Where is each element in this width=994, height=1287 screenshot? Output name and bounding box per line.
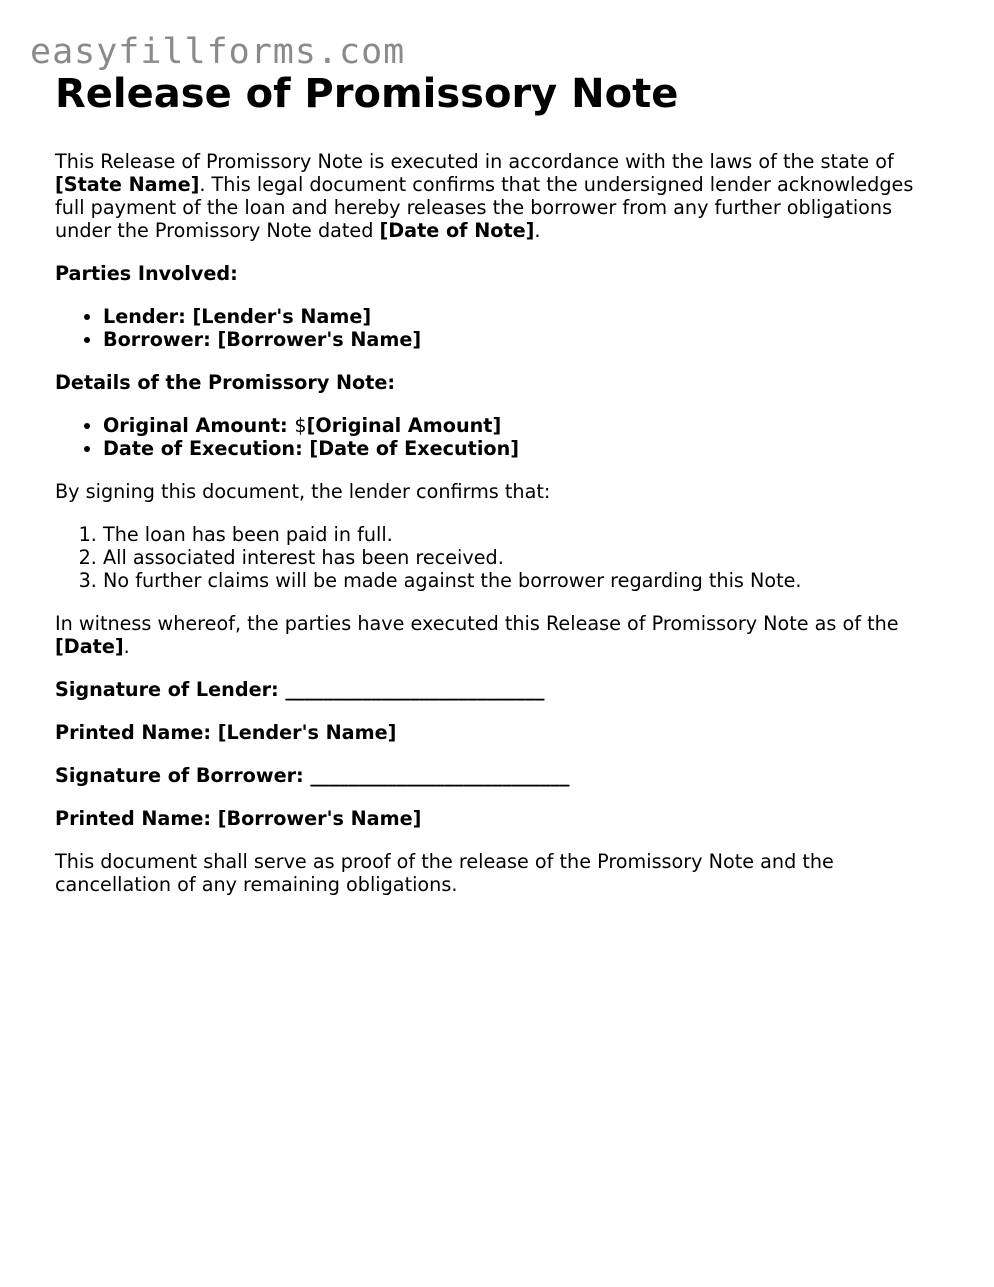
- list-item: 3. No further claims will be made against the borrower regarding this Note.: [103, 569, 940, 592]
- document-title: Release of Promissory Note: [55, 71, 679, 117]
- intro-text-3: .: [534, 219, 541, 242]
- date-placeholder: [Date]: [55, 635, 124, 658]
- list-item: • Date of Execution: [Date of Execution]: [103, 437, 940, 460]
- watermark-text: easyfillforms.com: [30, 32, 406, 72]
- details-list: [55, 414, 940, 460]
- document-page: [55, 70, 940, 916]
- intro-text-2: . This legal document confirms that the undersigned lender acknowledges full payment of the loan and hereby releases the borrower from any further obligations under the Promissory Note dated: [55, 173, 914, 242]
- lender-printed-name: Printed Name: [Lender's Name]: [55, 721, 397, 744]
- parties-heading: Parties Involved:: [55, 262, 238, 285]
- details-heading: Details of the Promissory Note:: [55, 371, 396, 394]
- intro-paragraph: [55, 150, 940, 242]
- borrower-signature-line: Signature of Borrower: ___________________________: [55, 764, 570, 787]
- list-item: • Borrower: [Borrower's Name]: [103, 328, 940, 351]
- parties-list: [55, 305, 940, 351]
- lender-signature-line: Signature of Lender: ___________________________: [55, 678, 545, 701]
- list-item: • Lender: [Lender's Name]: [103, 305, 940, 328]
- closing-paragraph: This document shall serve as proof of the release of the Promissory Note and the cancellation of any remaining obligations.: [55, 850, 834, 896]
- amount-placeholder: [Original Amount]: [306, 414, 502, 437]
- list-item: 2. All associated interest has been received.: [103, 546, 940, 569]
- intro-text-1: This Release of Promissory Note is executed in accordance with the laws of the state of: [55, 150, 894, 173]
- state-name-placeholder: [State Name]: [55, 173, 200, 196]
- amount-label: Original Amount:: [103, 414, 295, 437]
- currency-symbol: $: [294, 414, 307, 437]
- witness-paragraph: In witness whereof, the parties have executed this Release of Promissory Note as of the [Date].: [55, 612, 899, 658]
- list-item: [103, 414, 940, 437]
- date-of-note-placeholder: [Date of Note]: [379, 219, 535, 242]
- list-item: 1. The loan has been paid in full.: [103, 523, 940, 546]
- confirm-list: [55, 523, 940, 592]
- borrower-printed-name: Printed Name: [Borrower's Name]: [55, 807, 422, 830]
- confirm-intro: By signing this document, the lender confirms that:: [55, 480, 551, 503]
